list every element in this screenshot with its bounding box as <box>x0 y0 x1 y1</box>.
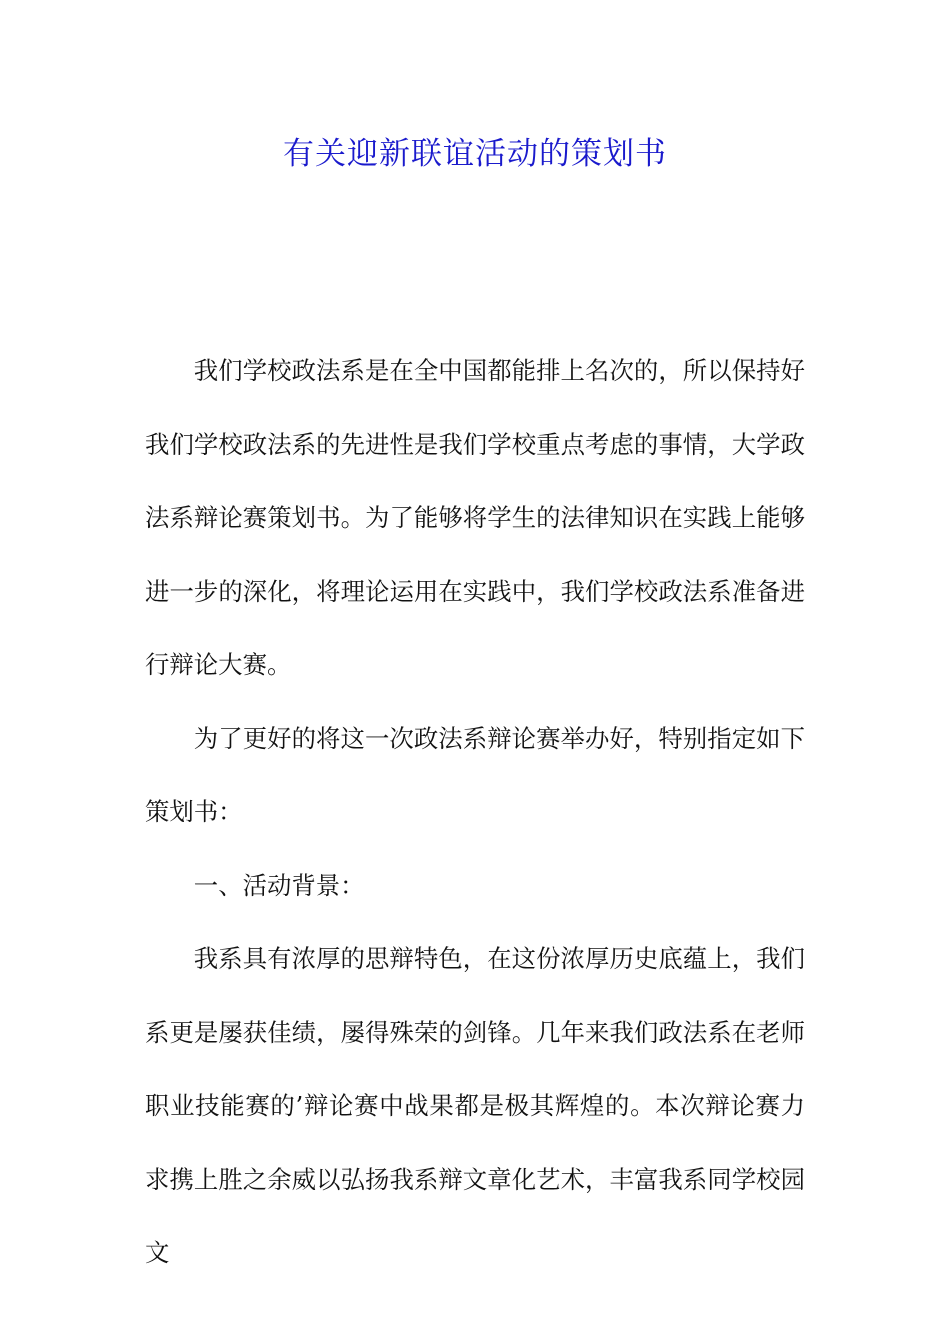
document-title: 有关迎新联谊活动的策划书 <box>283 136 667 172</box>
paragraph-purpose: 为了更好的将这一次政法系辩论赛举办好，特别指定如下策划书： <box>145 723 805 826</box>
paragraph-background: 我系具有浓厚的思辩特色，在这份浓厚历史底蕴上，我们系更是屡获佳绩，屡得殊荣的剑锋。几年来我们政法系在老师职业技能赛的’辩论赛中战果都是极其辉煌的。本次辩论赛力求携上胜之余威以弘扬我系辩文章化艺术，丰富我系同学校园文 <box>145 944 805 1267</box>
paragraph-intro: 我们学校政法系是在全中国都能排上名次的，所以保持好我们学校政法系的先进性是我们学校重点考虑的事情，大学政法系辩论赛策划书。为了能够将学生的法律知识在实践上能够进一步的深化，将理论运用在实践中，我们学校政法系准备进行辩论大赛。 <box>145 356 805 679</box>
section-heading-background: 一、活动背景： <box>193 870 365 900</box>
document-body <box>145 334 805 1290</box>
